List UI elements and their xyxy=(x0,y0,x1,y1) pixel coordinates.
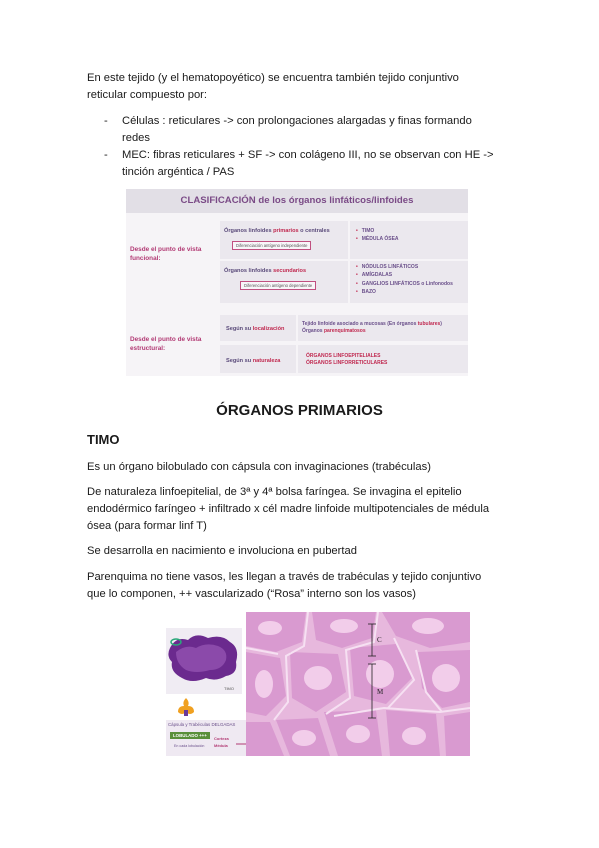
classification-title: CLASIFICACIÓN de los órganos linfáticos/linfoides xyxy=(180,195,414,206)
secondary-label: Órganos linfoides secundarios xyxy=(224,268,307,274)
list-item: • AMÍGDALAS xyxy=(356,272,393,279)
functional-label: Desde el punto de vista funcional: xyxy=(130,246,202,262)
list-item: ÓRGANOS LINFORRETICULARES xyxy=(306,360,388,366)
intro-line-2: reticular compuesto por: xyxy=(87,89,208,101)
bullet-1-line-1: Células : reticulares -> con prolongaciones alargadas y finas formando xyxy=(122,115,472,127)
subsection-title: TIMO xyxy=(87,432,120,447)
paragraph-2-line-2: endodérmico faríngeo + infiltrado x cél madre linfoide multipotenciales de médula xyxy=(87,503,490,515)
cortex-label: Corteza xyxy=(214,736,229,741)
bullet-2-line-2: tinción argéntica / PAS xyxy=(122,166,235,178)
list-item: • GANGLIOS LINFÁTICOS o Linfonodos xyxy=(356,280,453,287)
paragraph-4-line-1: Parenquima no tiene vasos, les llegan a través de trabéculas y tejido conjuntivo xyxy=(87,571,482,583)
classification-figure xyxy=(126,189,468,376)
list-item: ÓRGANOS LINFOEPITELIALES xyxy=(306,353,381,359)
primary-tag: Diferenciación antígeno independiente xyxy=(232,241,311,250)
intro-line-1: En este tejido (y el hematopoyético) se encuentra también tejido conjuntivo xyxy=(87,72,459,84)
medulla-label: Médula xyxy=(214,743,228,748)
lobulation-note: En cada lobulación xyxy=(174,744,205,748)
nature-list xyxy=(306,353,387,367)
paragraph-1: Es un órgano bilobulado con cápsula con invaginaciones (trabéculas) xyxy=(87,461,431,473)
structural-label: Desde el punto de vista estructural: xyxy=(130,336,202,352)
bullet-2-line-1: MEC: fibras reticulares + SF -> con colágeno III, no se observan con HE -> xyxy=(122,149,494,161)
paragraph-2-line-1: De naturaleza linfoepitelial, de 3ª y 4ª bolsa faríngea. Se invagina el epitelio xyxy=(87,486,462,498)
thymus-histology-image xyxy=(246,612,470,756)
thymus-figure xyxy=(166,612,470,756)
list-item: • TIMO xyxy=(356,228,375,234)
localization-label: Según su localización xyxy=(226,326,285,332)
medulla-marker: M xyxy=(377,688,384,696)
thymus-cartoon-icon xyxy=(174,696,198,718)
section-title: ÓRGANOS PRIMARIOS xyxy=(216,402,383,419)
paragraph-2-line-3: ósea (para formar linf T) xyxy=(87,520,207,532)
paragraph-4-line-2: que lo componen, ++ vascularizado (“Rosa” interno son los vasos) xyxy=(87,588,416,600)
bullet-dash: - xyxy=(104,149,108,161)
secondary-list xyxy=(356,263,453,297)
lobulated-badge: LOBULADO +++ xyxy=(170,732,210,739)
thymus-lobes-image xyxy=(166,628,242,694)
list-item: • NÓDULOS LINFÁTICOS xyxy=(356,264,419,270)
bullet-1-line-2: redes xyxy=(122,132,150,144)
primary-list xyxy=(356,227,399,244)
cortex-marker: C xyxy=(377,636,382,644)
thymus-thumbnail-label: TIMO xyxy=(224,686,234,691)
secondary-tag: Diferenciación antígeno dependiente xyxy=(240,281,316,290)
list-item: • BAZO xyxy=(356,289,376,296)
list-item: • MÉDULA ÓSEA xyxy=(356,236,399,243)
capsule-title: Cápsula y Trabéculas DELGADAS xyxy=(168,722,236,727)
localization-detail: Tejido linfoide asociado a mucosas (En órganos tubulares) Órganos parenquimatosos xyxy=(302,321,442,334)
bullet-dash: - xyxy=(104,115,108,127)
primary-label: Órganos linfoides primarios o centrales xyxy=(224,228,330,234)
nature-label: Según su naturaleza xyxy=(226,358,281,364)
paragraph-3: Se desarrolla en nacimiento e involuciona en pubertad xyxy=(87,545,357,557)
thymus-thumbnail xyxy=(166,628,242,694)
